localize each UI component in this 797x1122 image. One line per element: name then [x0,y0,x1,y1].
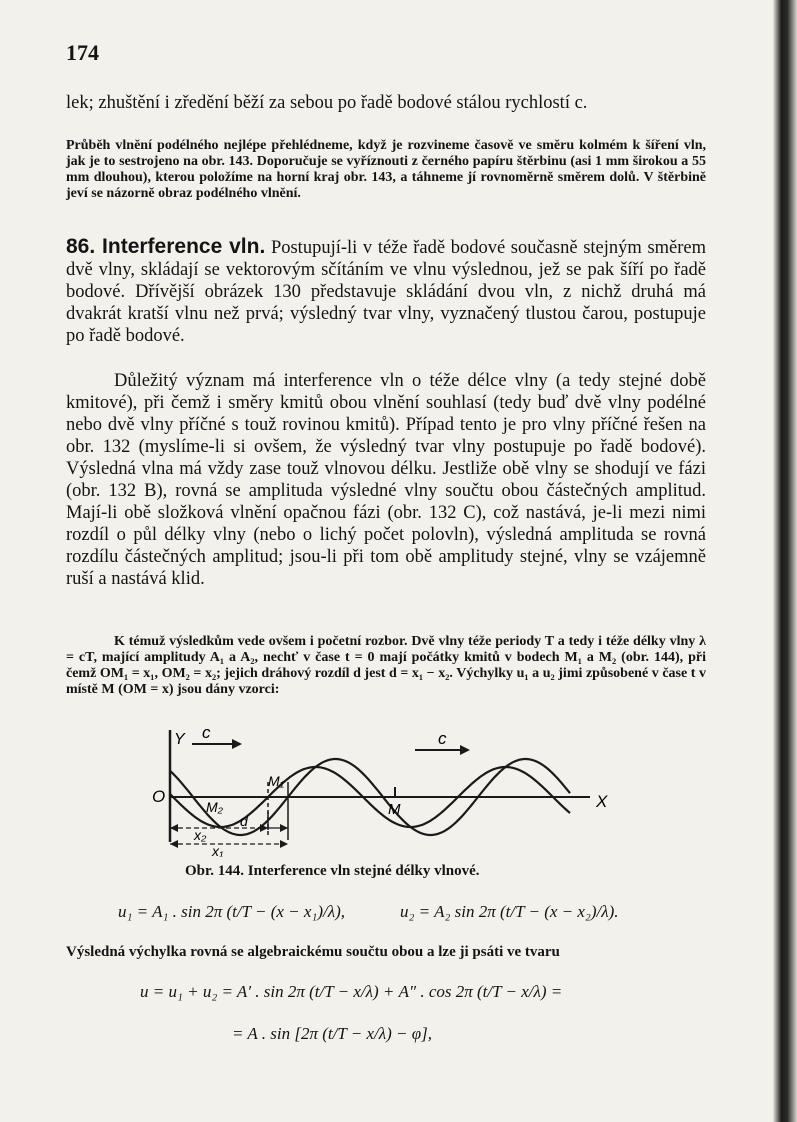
equation-u-line1: u = u₁ + u₂ = A′ . sin 2π (t/T − x/λ) + A″ . cos 2π (t/T − x/λ) = [140,982,563,1001]
small-print-paragraph-1: Průběh vlnění podélného nejlépe přehlédneme, když je rozvineme časově ve směru kolmém k šíření vln, jak je to sestrojeno na obr. 143. Doporučuje se vyříznouti z černého papíru štěrbinu (asi 1 mm širokou a 55 mm dlouhou), kterou položíme na horní kraj obr. 143, a táhneme jí rovnoměrně směrem dolů. V štěrbině jeví se názorně obraz podélného vlnění. [66,138,706,201]
label-M2: M₂ [206,799,224,815]
label-Y: Y [174,731,185,748]
section-86-text-1: Postupují-li v téže řadě bodové současně stejným směrem dvě vlny, skládají se vektorovým sčítáním ve vlnu výslednou, jež se pak šíří po řadě bodové. Dřívější obrázek 130 představuje skládání dvou vln, z nichž druhá má dvakrát kratší vlnu než prvá; výsledný tvar vlny, vyznačený tlustou čarou, postupuje po řadě bodové. [66,238,707,346]
intro-paragraph: lek; zhuštění i zředění běží za sebou po řadě bodové stálou rychlostí c. [66,93,588,113]
figure-144-interference-diagram [140,722,620,857]
small-print-paragraph-3: Výsledná výchylka rovná se algebraickému součtu obou a lze ji psáti ve tvaru [66,944,560,960]
page-binding-edge [773,0,797,1122]
label-X: X [596,792,608,811]
label-c-left: c [202,723,211,742]
label-c-right: c [438,729,447,748]
equation-u1: u₁ = A₁ . sin 2π (t/T − (x − x₁)/λ), [118,902,345,921]
c-arrow-left-head [232,739,242,749]
section-86-paragraph-2: Důležitý význam má interference vln o téže délce vlny (a tedy stejné době kmitové), při čemž i směry kmitů obou vlnění souhlasí (tedy buď dvě vlny podélné nebo dvě vlny příčné s touž rovinou kmitů). Případ tento je pro vlny příčné řešen na obr. 132 (myslíme-li si ovšem, že výsledný tvar vlny postupuje po řadě bodové). Výsledná vlna má vždy zase touž vlnovou délku. Jestliže obě vlny se shodují ve fázi (obr. 132 B), rovná se amplituda výsledné vlny součtu obou částečných amplitud. Mají-li obě složková vlnění opačnou fázi (obr. 132 C), což nastává, je-li mezi nimi rozdíl o půl délky vlny (nebo o lichý počet polovln), výsledná amplituda se rovná rozdílu částečných amplitud; jsou-li při tom obě amplitudy stejné, vlny se vzájemně ruší a nastává klid. [66,371,706,589]
small-print-paragraph-2: K témuž výsledkům vede ovšem i početní rozbor. Dvě vlny téže periody T a tedy i téže délky vlny λ = cT, mající amplitudy A₁ a A₂, nechť v čase t = 0 mají počátky kmitů v bodech M₁ a M₂ (obr. 144), při čemž OM₁ = x₁, OM₂ = x₂; jejich dráhový rozdíl d jest d = x₁ − x₂. Výchylky u₁ a u₂ jimi způsobené v čase t v místě M (OM = x) jsou dány vzorci: [66,634,706,697]
page-number: 174 [66,40,99,65]
label-d: d [240,813,248,829]
label-O: O [152,787,166,806]
label-x2: x₂ [194,827,207,843]
section-86-paragraph-1 [66,236,706,347]
label-M: M [388,801,401,818]
section-heading: 86. Interference vln. [66,235,266,258]
label-M1: M₁ [268,773,285,789]
dimension-x1-right-arrow [280,840,288,848]
c-arrow-right-head [460,745,470,755]
equation-u2: u₂ = A₂ sin 2π (t/T − (x − x₂)/λ). [400,902,619,921]
label-x1: x₁ [212,843,224,857]
equation-u-line2: = A . sin [2π (t/T − x/λ) − φ], [232,1024,432,1043]
figure-caption: Obr. 144. Interference vln stejné délky vlnové. [185,863,480,879]
dimension-d-arrow [280,824,288,832]
